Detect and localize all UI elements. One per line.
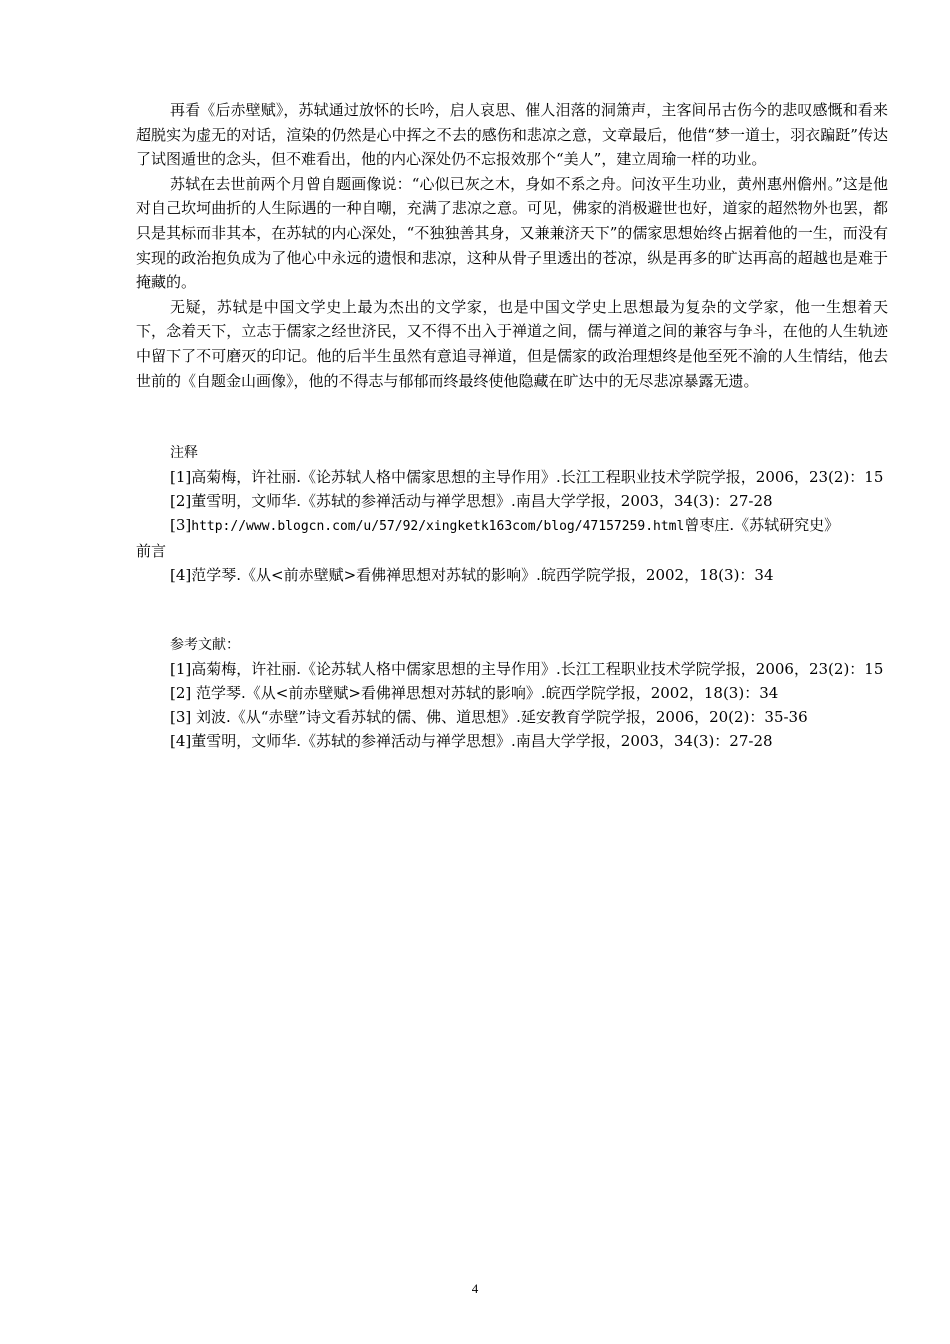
page-number: 4 (471, 1281, 479, 1296)
note-item-3-source: 曾枣庄.《苏轼研究史》 (684, 516, 840, 535)
note-item-3-continued: 前言 (136, 542, 167, 561)
reference-item-1: [1]高菊梅，许社丽.《论苏轼人格中儒家思想的主导作用》.长江工程职业技术学院学报，2006，23(2)：15 (170, 660, 884, 679)
document-page (136, 98, 888, 753)
note-item-4: [4]范学琴.《从<前赤壁赋>看佛禅思想对苏轼的影响》.皖西学院学报，2002，18(3)：34 (170, 566, 774, 585)
body-paragraph-2: 苏轼在去世前两个月曾自题画像说：“心似已灰之木，身如不系之舟。问汝平生功业，黄州惠州儋州。”这是他对自己坎坷曲折的人生际遇的一种自嘲，充满了悲凉之意。可见，佛家的消极避世也好，道家的超然物外也罢，都只是其标而非其本，在苏轼的内心深处，“不独独善其身，又兼兼济天下”的儒家思想始终占据着他的一生，而没有实现的政治抱负成为了他心中永远的遗恨和悲凉，这种从骨子里透出的苍凉，纵是再多的旷达再高的超越也是难于掩藏的。 (136, 174, 888, 292)
note-item-1: [1]高菊梅，许社丽.《论苏轼人格中儒家思想的主导作用》.长江工程职业技术学院学报，2006，23(2)：15 (170, 468, 884, 487)
note-item-3-link[interactable]: http://www.blogcn.com/u/57/92/xingketk163com/blog/47157259.html (191, 519, 685, 535)
section-spacer (136, 393, 888, 441)
reference-item-3: [3] 刘波.《从“赤壁”诗文看苏轼的儒、佛、道思想》.延安教育学院学报，2006，20(2)：35-36 (170, 708, 808, 727)
body-paragraph-1: 再看《后赤壁赋》，苏轼通过放怀的长吟，启人哀思、催人泪落的洞箫声，主客间吊古伤今的悲叹感慨和看来超脱实为虚无的对话，渲染的仍然是心中挥之不去的感伤和悲凉之意，文章最后，他借“梦一道士，羽衣蹁跹”传达了试图遁世的念头，但不难看出，他的内心深处仍不忘报效那个“美人”，建立周瑜一样的功业。 (136, 101, 888, 169)
notes-section (136, 441, 888, 587)
note-item-2: [2]董雪明，文师华.《苏轼的参禅活动与禅学思想》.南昌大学学报，2003，34(3)：27-28 (170, 492, 773, 511)
body-paragraph-3: 无疑，苏轼是中国文学史上最为杰出的文学家，也是中国文学史上思想最为复杂的文学家，他一生想着天下，念着天下，立志于儒家之经世济民，又不得不出入于禅道之间，儒与禅道之间的兼容与争斗，在他的人生轨迹中留下了不可磨灭的印记。他的后半生虽然有意追寻禅道，但是儒家的政治理想终是他至死不渝的人生情结，他去世前的《自题金山画像》，他的不得志与郁郁而终最终使他隐藏在旷达中的无尽悲凉暴露无遗。 (136, 297, 888, 390)
section-spacer (136, 587, 888, 633)
reference-item-4: [4]董雪明，文师华.《苏轼的参禅活动与禅学思想》.南昌大学学报，2003，34(3)：27-28 (170, 732, 773, 751)
notes-heading: 注释 (170, 445, 198, 462)
note-item-3-number: [3] (170, 516, 192, 535)
note-item-3 (136, 513, 888, 539)
reference-item-2: [2] 范学琴.《从<前赤壁赋>看佛禅思想对苏轼的影响》.皖西学院学报，2002，18(3)：34 (170, 684, 779, 703)
references-section (136, 633, 888, 753)
references-heading: 参考文献： (170, 637, 240, 654)
